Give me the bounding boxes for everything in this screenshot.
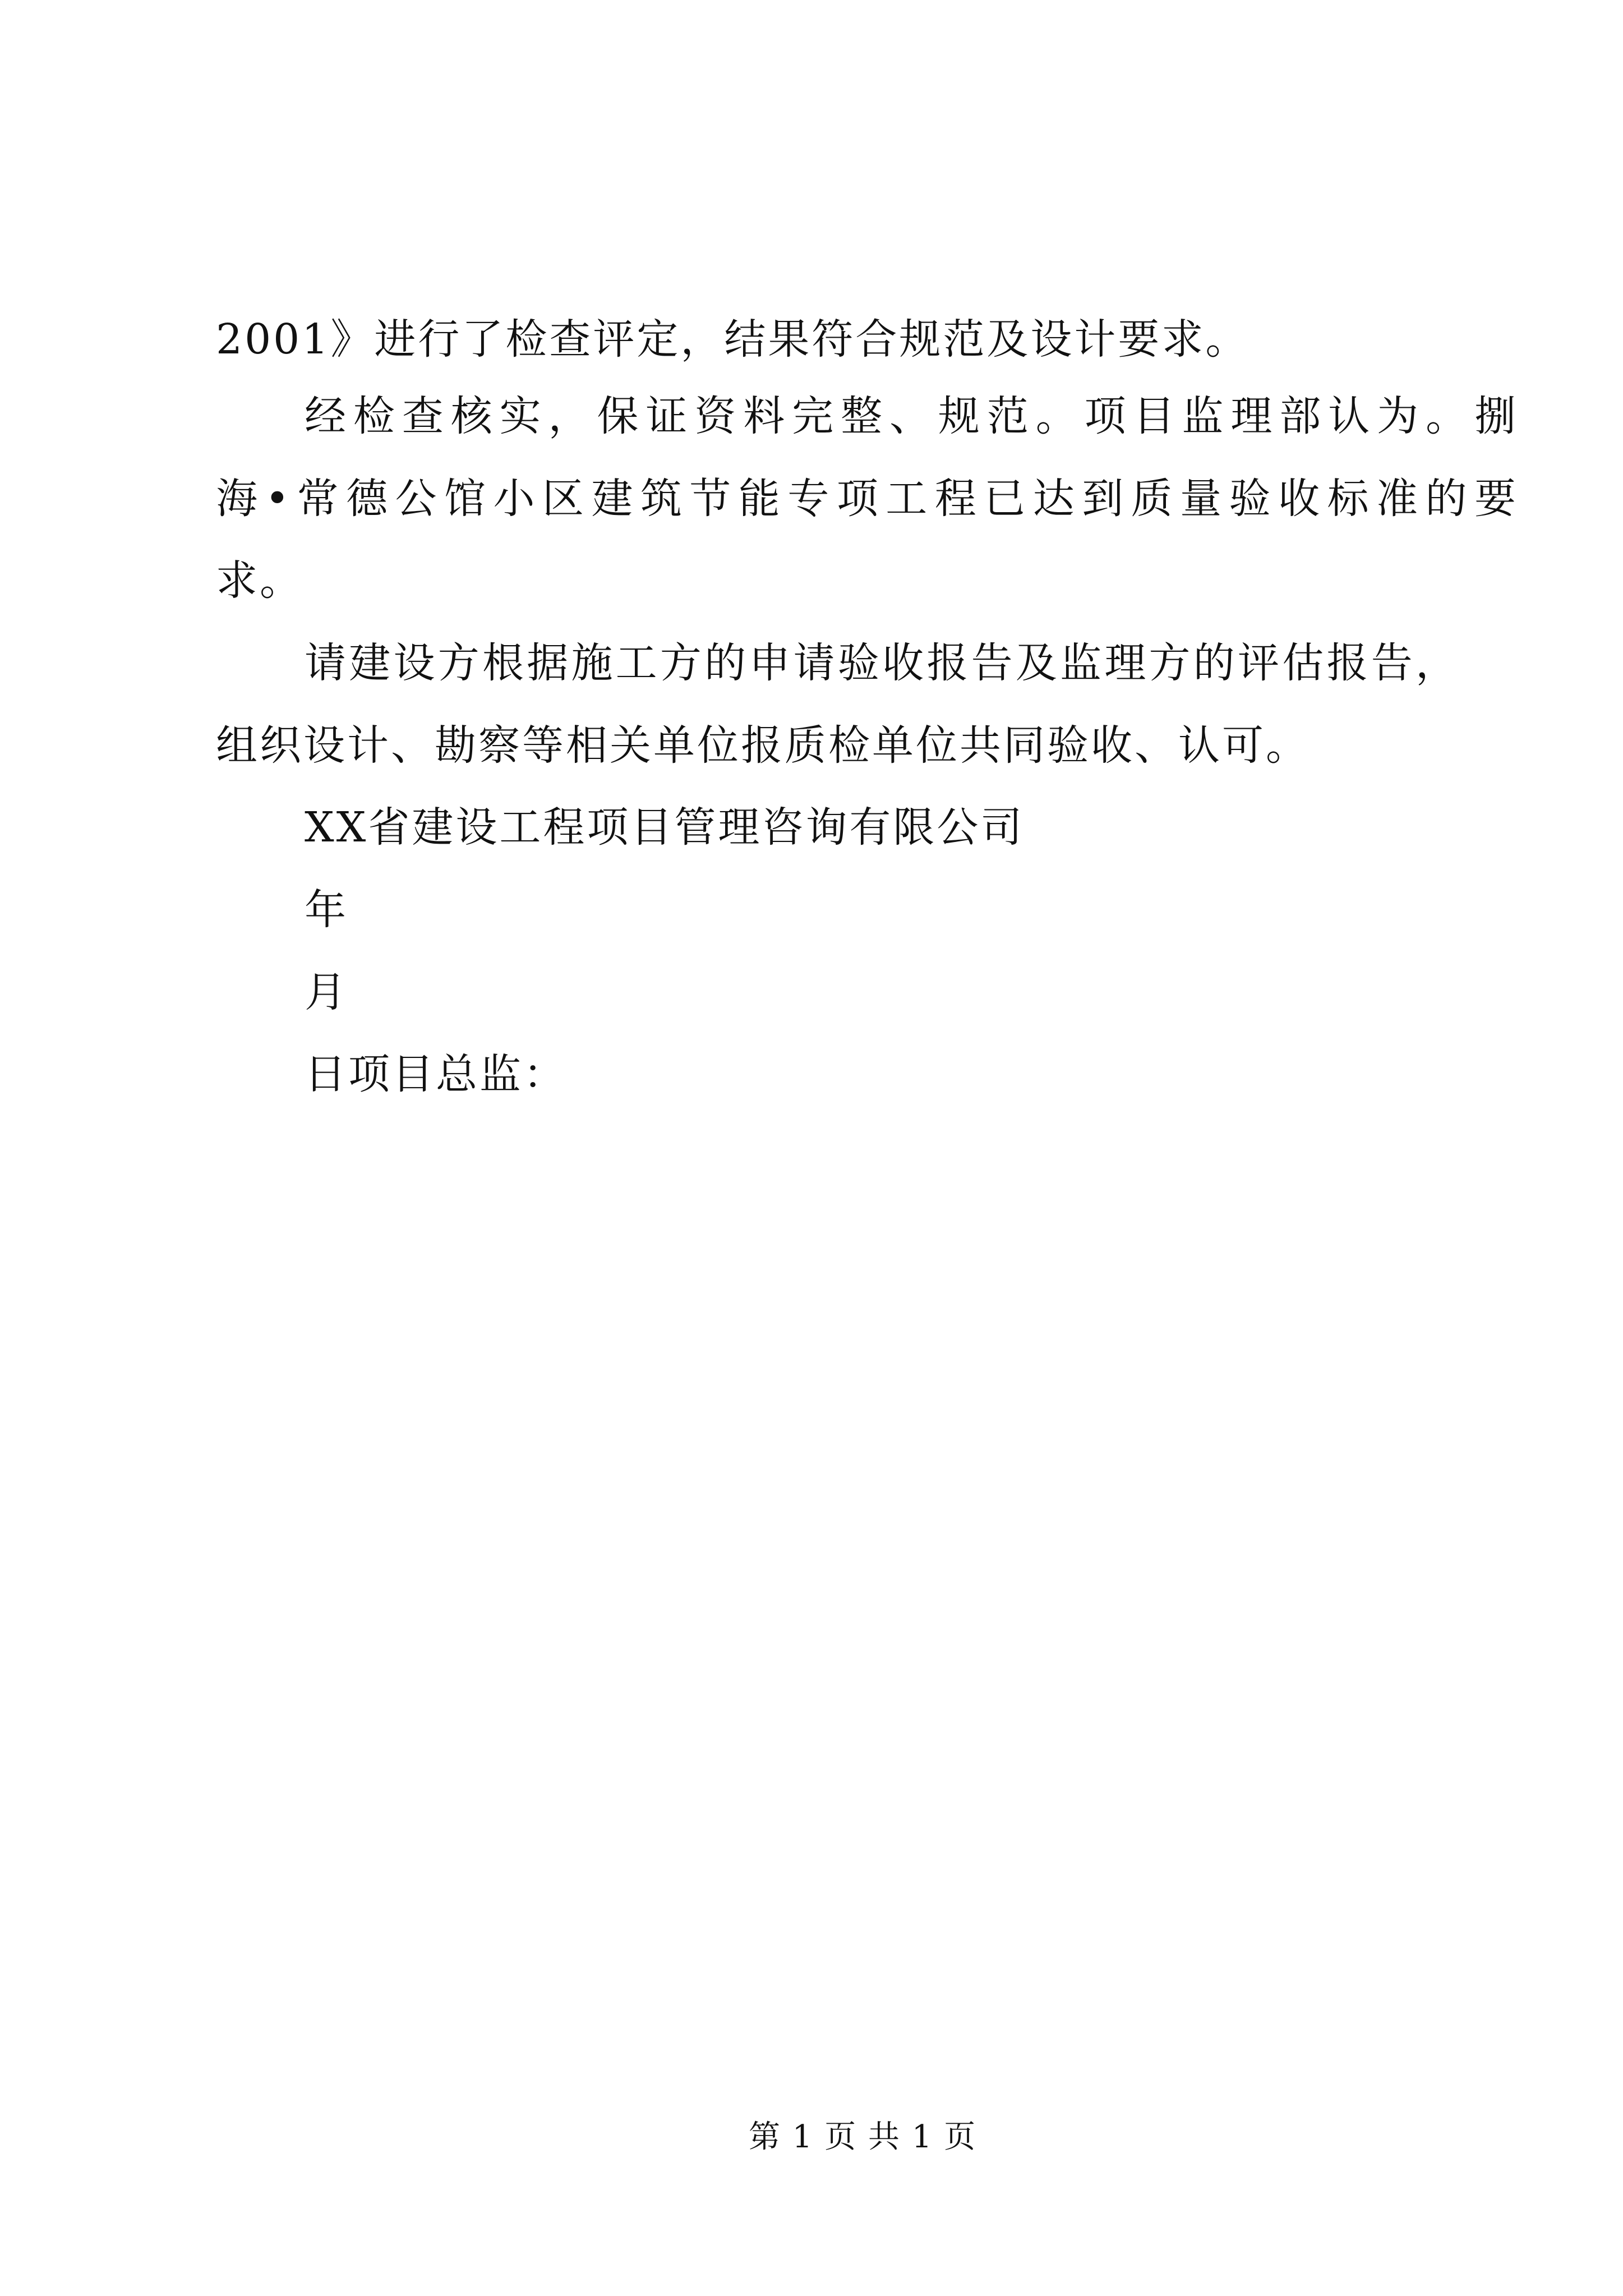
page-number-footer: 第 1 页 共 1 页 (749, 2119, 977, 2155)
text-line-2: 经检查核实，保证资料完整、规范。项目监理部认为。捌 (305, 392, 1516, 440)
date-month-label: 月 (305, 968, 348, 1016)
text-line-6: 组织设计、勘察等相关单位报质检单位共同验收、认可。 (216, 721, 1310, 770)
text-line-5: 请建设方根据施工方的申请验收报告及监理方的评估报告， (305, 639, 1457, 687)
day-and-director-label: 日项目总监： (305, 1050, 567, 1098)
text-line-3: 海•常德公馆小区建筑节能专项工程已达到质量验收标准的要 (216, 475, 1516, 523)
text-line-1: 2001》进行了检查评定，结果符合规范及设计要求。 (216, 315, 1249, 364)
company-name: XX省建设工程项目管理咨询有限公司 (305, 803, 1025, 852)
text-line-4: 求。 (216, 556, 303, 605)
date-year-label: 年 (305, 886, 348, 934)
